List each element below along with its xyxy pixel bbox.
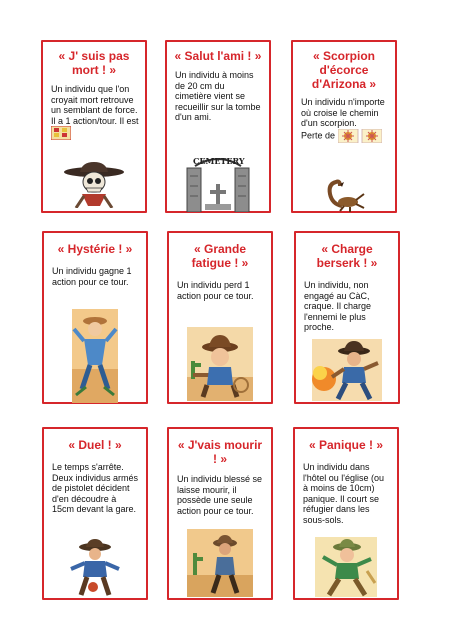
card-title: « Panique ! » xyxy=(308,438,384,452)
charging-cowboy-icon xyxy=(312,339,382,401)
card-text: Un individu dans l'hôtel ou l'église (ou à moins de 10cm) panique. Il court se réfugier dans les sous-sols. xyxy=(303,462,384,525)
jumping-cowboy-icon xyxy=(72,309,118,403)
event-card-6 xyxy=(294,231,400,404)
card-text: Un individu n'importe où croise le chemin d'un scorpion. Perte de xyxy=(301,97,389,143)
duel-cowboys-icon xyxy=(65,539,125,597)
card-title: « J'vais mourir ! » xyxy=(177,438,263,466)
wound-token-icon xyxy=(338,129,382,143)
event-card-4 xyxy=(42,231,148,404)
card-title: « Salut l'ami ! » xyxy=(174,49,262,63)
card-title: « J' suis pas mort ! » xyxy=(58,49,130,77)
event-card-3 xyxy=(291,40,397,213)
card-text: Un individu perd 1 action pour ce tour. xyxy=(177,280,254,301)
event-card-2 xyxy=(165,40,271,213)
skull-cowboy-icon xyxy=(62,162,126,208)
card-title: « Scorpion d'écorce d'Arizona » xyxy=(311,49,377,91)
event-card-5 xyxy=(167,231,273,404)
card-text: Un individu, non engagé au CàC, craque. Il charge l'ennemi le plus proche. xyxy=(304,280,372,332)
card-title: « Charge berserk ! » xyxy=(316,242,378,270)
card-text: Un individu à moins de 20 cm du cimetière vient se recueillir sur la tombe d'un ami. xyxy=(175,70,261,122)
event-card-8 xyxy=(167,427,273,600)
card-title: « Grande fatigue ! » xyxy=(191,242,249,270)
event-card-7 xyxy=(42,427,148,600)
card-title: « Duel ! » xyxy=(68,438,122,452)
event-card-9 xyxy=(293,427,399,600)
card-text: Un individu que l'on croyait mort retrouve un semblant de force. Il a 1 action/tour. Il est xyxy=(51,84,139,140)
scorpion-icon xyxy=(322,176,366,212)
event-card-1 xyxy=(41,40,147,213)
cemetery-sign: CEMETERY xyxy=(193,156,245,166)
dying-cowboy-icon xyxy=(187,529,253,597)
status-token-icon xyxy=(51,126,71,140)
card-text: Un individu gagne 1 action pour ce tour. xyxy=(52,266,132,287)
card-title: « Hystérie ! » xyxy=(57,242,133,256)
tired-cowboy-icon xyxy=(187,327,253,401)
card-text: Le temps s'arrête. Deux individus armés de pistolet décident d'en découdre à 15cm devant la gare. xyxy=(52,462,139,514)
panicking-cowboy-icon xyxy=(315,537,377,597)
cemetery-gate-icon xyxy=(185,154,251,212)
card-text: Un individu blessé se laisse mourir, il possède une seule action pour ce tour. xyxy=(177,474,263,516)
